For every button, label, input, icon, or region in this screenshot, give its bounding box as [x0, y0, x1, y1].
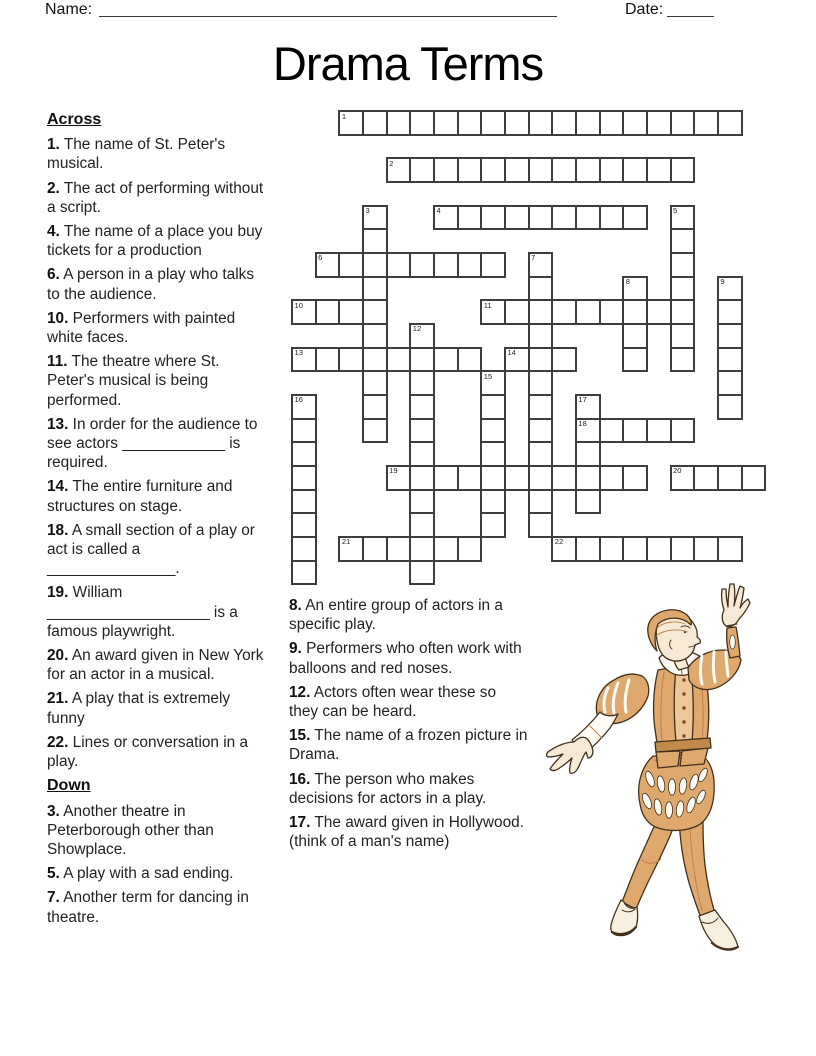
grid-cell[interactable]	[528, 489, 554, 515]
grid-cell[interactable]	[409, 560, 435, 586]
grid-cell[interactable]	[670, 110, 696, 136]
cell-number: 14	[507, 348, 516, 358]
clue-10: 10. Performers with painted white faces.	[47, 309, 236, 347]
grid-cell[interactable]	[457, 536, 483, 562]
grid-cell[interactable]	[622, 323, 648, 349]
grid-cell[interactable]	[480, 489, 506, 515]
grid-cell[interactable]	[409, 370, 435, 396]
clue-11: 11. The theatre where St. Peter's musical is being performed.	[47, 353, 220, 409]
clue-number: 21.	[47, 690, 69, 708]
grid-cell[interactable]	[315, 252, 341, 278]
grid-cell[interactable]	[551, 299, 577, 325]
clue-number: 20.	[47, 647, 69, 665]
grid-cell[interactable]	[409, 347, 435, 373]
grid-cell[interactable]	[575, 299, 601, 325]
grid-cell[interactable]	[528, 252, 554, 278]
clues-middle-column	[289, 596, 529, 856]
grid-cell[interactable]	[480, 110, 506, 136]
cell-number: 16	[294, 395, 303, 405]
clue-number: 15.	[289, 727, 311, 745]
down-heading: Down	[47, 777, 91, 795]
clue-8: 8. An entire group of actors in a specific play.	[289, 597, 503, 634]
grid-cell[interactable]	[409, 157, 435, 183]
clue-20: 20. An award given in New York for an actor in a musical.	[47, 647, 264, 684]
clue-number: 5.	[47, 865, 60, 883]
grid-cell[interactable]	[433, 157, 459, 183]
grid-cell[interactable]	[386, 157, 412, 183]
grid-cell[interactable]	[409, 323, 435, 349]
grid-cell[interactable]	[480, 370, 506, 396]
grid-cell[interactable]	[528, 441, 554, 467]
grid-cell[interactable]	[338, 110, 364, 136]
dancer-left-leg	[611, 820, 674, 936]
grid-cell[interactable]	[551, 110, 577, 136]
grid-cell[interactable]	[646, 536, 672, 562]
grid-cell[interactable]	[433, 347, 459, 373]
page-title: Drama Terms	[272, 37, 544, 90]
clue-number: 12.	[289, 683, 311, 701]
grid-cell[interactable]	[528, 299, 554, 325]
grid-cell[interactable]	[599, 299, 625, 325]
grid-cell[interactable]	[575, 157, 601, 183]
grid-cell[interactable]	[717, 394, 743, 420]
grid-cell[interactable]	[504, 299, 530, 325]
clue-22: 22. Lines or conversation in a play.	[47, 733, 249, 771]
grid-cell[interactable]	[291, 560, 317, 586]
grid-cell[interactable]	[551, 157, 577, 183]
grid-cell[interactable]	[670, 157, 696, 183]
cell-number: 7	[531, 253, 536, 263]
grid-cell[interactable]	[362, 323, 388, 349]
grid-cell[interactable]	[362, 252, 388, 278]
grid-cell[interactable]	[338, 252, 364, 278]
clue-4: 4. The name of a place you buy tickets for a production	[47, 223, 263, 260]
across-heading: Across	[47, 111, 102, 128]
grid-cell[interactable]	[433, 110, 459, 136]
clue-17: 17. The award given in Hollywood. (think of a man's name)	[289, 814, 524, 851]
grid-cell[interactable]	[409, 465, 435, 491]
grid-cell[interactable]	[480, 252, 506, 278]
grid-cell[interactable]	[670, 347, 696, 373]
clue-21: 21. A play that is extremely funny	[47, 690, 231, 727]
grid-cell[interactable]	[717, 370, 743, 396]
grid-cell[interactable]	[717, 465, 743, 491]
grid-cell[interactable]	[338, 299, 364, 325]
grid-cell[interactable]	[670, 276, 696, 302]
grid-cell[interactable]	[693, 110, 719, 136]
clue-number: 14.	[47, 478, 69, 496]
grid-cell[interactable]	[504, 157, 530, 183]
grid-cell[interactable]	[528, 157, 554, 183]
grid-cell[interactable]	[622, 465, 648, 491]
grid-cell[interactable]	[717, 276, 743, 302]
grid-cell[interactable]	[457, 465, 483, 491]
grid-cell[interactable]	[528, 205, 554, 231]
grid-cell[interactable]	[362, 394, 388, 420]
grid-cell[interactable]	[670, 299, 696, 325]
grid-cell[interactable]	[575, 441, 601, 467]
grid-cell[interactable]	[291, 536, 317, 562]
grid-cell[interactable]	[528, 418, 554, 444]
down-clues-list-left	[47, 802, 269, 927]
grid-cell[interactable]	[386, 252, 412, 278]
grid-cell[interactable]	[480, 512, 506, 538]
cell-number: 8	[625, 277, 630, 287]
grid-cell[interactable]	[575, 110, 601, 136]
grid-cell[interactable]	[362, 228, 388, 254]
grid-cell[interactable]	[480, 418, 506, 444]
grid-cell[interactable]	[646, 157, 672, 183]
clue-number: 8.	[289, 597, 302, 614]
clue-number: 3.	[47, 802, 60, 820]
grid-cell[interactable]	[528, 347, 554, 373]
clue-number: 16.	[289, 770, 311, 788]
grid-cell[interactable]	[362, 110, 388, 136]
grid-cell[interactable]	[338, 536, 364, 562]
clue-number: 9.	[289, 640, 302, 658]
cell-number: 5	[673, 206, 678, 216]
clue-18: 18. A small section of a play or act is called a _______________.	[47, 521, 255, 578]
grid-cell[interactable]	[362, 418, 388, 444]
grid-cell[interactable]	[717, 323, 743, 349]
grid-cell[interactable]	[670, 228, 696, 254]
grid-cell[interactable]	[409, 252, 435, 278]
grid-cell[interactable]	[670, 252, 696, 278]
grid-cell[interactable]	[646, 418, 672, 444]
clue-number: 2.	[47, 179, 60, 197]
grid-cell[interactable]	[386, 347, 412, 373]
grid-cell[interactable]	[291, 299, 317, 325]
grid-cell[interactable]	[575, 205, 601, 231]
grid-cell[interactable]	[717, 347, 743, 373]
grid-cell[interactable]	[409, 394, 435, 420]
grid-cell[interactable]	[622, 536, 648, 562]
grid-cell[interactable]	[457, 252, 483, 278]
grid-cell[interactable]	[291, 489, 317, 515]
cell-number: 2	[389, 158, 394, 168]
grid-cell[interactable]	[362, 299, 388, 325]
dancer-right-leg	[679, 818, 738, 950]
cell-number: 21	[341, 537, 351, 547]
grid-cell[interactable]	[575, 418, 601, 444]
name-fill-line[interactable]	[99, 16, 557, 17]
grid-cell[interactable]	[433, 536, 459, 562]
grid-cell[interactable]	[528, 276, 554, 302]
grid-cell[interactable]	[504, 110, 530, 136]
grid-cell[interactable]	[291, 465, 317, 491]
grid-cell[interactable]	[409, 110, 435, 136]
grid-cell[interactable]	[646, 110, 672, 136]
grid-cell[interactable]	[480, 299, 506, 325]
grid-cell[interactable]	[599, 110, 625, 136]
cell-number: 10	[294, 300, 303, 310]
cell-number: 18	[578, 419, 587, 429]
grid-cell[interactable]	[599, 536, 625, 562]
grid-cell[interactable]	[693, 465, 719, 491]
dancer-back-arm	[547, 674, 649, 773]
cell-number: 19	[389, 466, 398, 476]
clue-number: 1.	[47, 136, 60, 154]
grid-cell[interactable]	[433, 465, 459, 491]
date-label: Date:	[625, 1, 664, 18]
grid-cell[interactable]	[551, 347, 577, 373]
cell-number: 4	[436, 206, 441, 216]
grid-cell[interactable]	[528, 465, 554, 491]
dancer-illustration	[530, 580, 816, 990]
grid-cell[interactable]	[670, 536, 696, 562]
cell-number: 1	[341, 111, 347, 121]
clue-number: 13.	[47, 415, 69, 433]
cell-number: 6	[318, 253, 323, 263]
cell-number: 17	[578, 395, 587, 405]
grid-cell[interactable]	[291, 347, 317, 373]
grid-cell[interactable]	[670, 205, 696, 231]
grid-cell[interactable]	[622, 418, 648, 444]
dancer-breeches	[639, 756, 715, 830]
clue-number: 22.	[47, 733, 69, 751]
across-clues-list	[47, 135, 269, 771]
grid-cell[interactable]	[409, 418, 435, 444]
grid-cell[interactable]	[362, 536, 388, 562]
cell-number: 11	[483, 300, 492, 310]
grid-cell[interactable]	[575, 536, 601, 562]
grid-cell[interactable]	[693, 536, 719, 562]
grid-cell[interactable]	[528, 512, 554, 538]
grid-cell[interactable]	[670, 323, 696, 349]
grid-cell[interactable]	[528, 110, 554, 136]
grid-cell[interactable]	[622, 299, 648, 325]
cell-number: 12	[412, 324, 422, 334]
grid-cell[interactable]	[362, 205, 388, 231]
grid-cell[interactable]	[575, 465, 601, 491]
clue-14: 14. The entire furniture and structures on stage.	[47, 478, 233, 515]
grid-cell[interactable]	[409, 536, 435, 562]
grid-cell[interactable]	[646, 299, 672, 325]
grid-cell[interactable]	[409, 489, 435, 515]
grid-cell[interactable]	[362, 276, 388, 302]
grid-cell[interactable]	[528, 323, 554, 349]
grid-cell[interactable]	[433, 252, 459, 278]
grid-cell[interactable]	[670, 418, 696, 444]
clue-2: 2. The act of performing without a script.	[47, 179, 264, 216]
grid-cell[interactable]	[670, 465, 696, 491]
cell-number: 20	[673, 466, 682, 476]
grid-cell[interactable]	[480, 465, 506, 491]
grid-cell[interactable]	[315, 347, 341, 373]
date-fill-line[interactable]	[667, 16, 714, 17]
clue-number: 17.	[289, 814, 311, 832]
grid-cell[interactable]	[480, 441, 506, 467]
clue-number: 7.	[47, 889, 60, 907]
grid-cell[interactable]	[551, 465, 577, 491]
grid-cell[interactable]	[457, 157, 483, 183]
clue-3: 3. Another theatre in Peterborough other than Showplace.	[47, 802, 214, 858]
clue-number: 18.	[47, 521, 69, 539]
grid-cell[interactable]	[362, 370, 388, 396]
clue-number: 6.	[47, 266, 60, 284]
grid-cell[interactable]	[599, 418, 625, 444]
grid-cell[interactable]	[480, 205, 506, 231]
grid-cell[interactable]	[291, 418, 317, 444]
grid-cell[interactable]	[386, 465, 412, 491]
clue-number: 11.	[47, 353, 68, 371]
grid-cell[interactable]	[599, 157, 625, 183]
grid-cell[interactable]	[575, 489, 601, 515]
grid-cell[interactable]	[622, 205, 648, 231]
clue-number: 19.	[47, 584, 69, 602]
grid-cell[interactable]	[599, 205, 625, 231]
grid-cell[interactable]	[741, 465, 767, 491]
grid-cell[interactable]	[717, 536, 743, 562]
grid-cell[interactable]	[291, 441, 317, 467]
grid-cell[interactable]	[386, 110, 412, 136]
grid-cell[interactable]	[457, 205, 483, 231]
grid-cell[interactable]	[622, 157, 648, 183]
clue-number: 10.	[47, 309, 69, 327]
clue-5: 5. A play with a sad ending.	[47, 865, 234, 883]
grid-cell[interactable]	[504, 347, 530, 373]
clues-left-column	[47, 110, 269, 932]
grid-cell[interactable]	[622, 110, 648, 136]
clue-9: 9. Performers who often work with balloons and red noses.	[289, 640, 522, 677]
clue-7: 7. Another term for dancing in theatre.	[47, 889, 249, 926]
grid-cell[interactable]	[717, 299, 743, 325]
cell-number: 9	[720, 277, 725, 287]
grid-cell[interactable]	[528, 370, 554, 396]
grid-cell[interactable]	[409, 441, 435, 467]
grid-cell[interactable]	[291, 512, 317, 538]
grid-cell[interactable]	[599, 465, 625, 491]
grid-cell[interactable]	[504, 205, 530, 231]
clue-19: 19. William ___________________ is a famous playwright.	[47, 584, 238, 640]
cell-number: 15	[483, 371, 493, 381]
clue-12: 12. Actors often wear these so they can be heard.	[289, 683, 497, 721]
grid-cell[interactable]	[386, 536, 412, 562]
clue-15: 15. The name of a frozen picture in Drama.	[289, 727, 528, 764]
grid-cell[interactable]	[575, 394, 601, 420]
grid-cell[interactable]	[622, 347, 648, 373]
down-clues-list-right	[289, 596, 529, 851]
grid-cell[interactable]	[433, 205, 459, 231]
clue-6: 6. A person in a play who talks to the audience.	[47, 266, 255, 303]
grid-cell[interactable]	[457, 110, 483, 136]
cell-number: 22	[554, 537, 564, 547]
crossword-grid	[291, 110, 767, 586]
grid-cell[interactable]	[362, 347, 388, 373]
grid-cell[interactable]	[315, 299, 341, 325]
grid-cell[interactable]	[291, 394, 317, 420]
grid-cell[interactable]	[480, 394, 506, 420]
grid-cell[interactable]	[409, 512, 435, 538]
clue-16: 16. The person who makes decisions for actors in a play.	[289, 770, 487, 807]
cell-number: 3	[365, 206, 370, 216]
grid-cell[interactable]	[504, 465, 530, 491]
grid-cell[interactable]	[528, 394, 554, 420]
grid-cell[interactable]	[338, 347, 364, 373]
grid-cell[interactable]	[551, 536, 577, 562]
grid-cell[interactable]	[622, 276, 648, 302]
grid-cell[interactable]	[551, 205, 577, 231]
clue-1: 1. The name of St. Peter's musical.	[47, 136, 226, 173]
grid-cell[interactable]	[717, 110, 743, 136]
cell-number: 13	[294, 348, 303, 358]
clue-number: 4.	[47, 223, 60, 241]
clue-13: 13. In order for the audience to see actors ____________ is required.	[47, 415, 258, 472]
name-label: Name:	[45, 1, 93, 18]
grid-cell[interactable]	[457, 347, 483, 373]
grid-cell[interactable]	[480, 157, 506, 183]
